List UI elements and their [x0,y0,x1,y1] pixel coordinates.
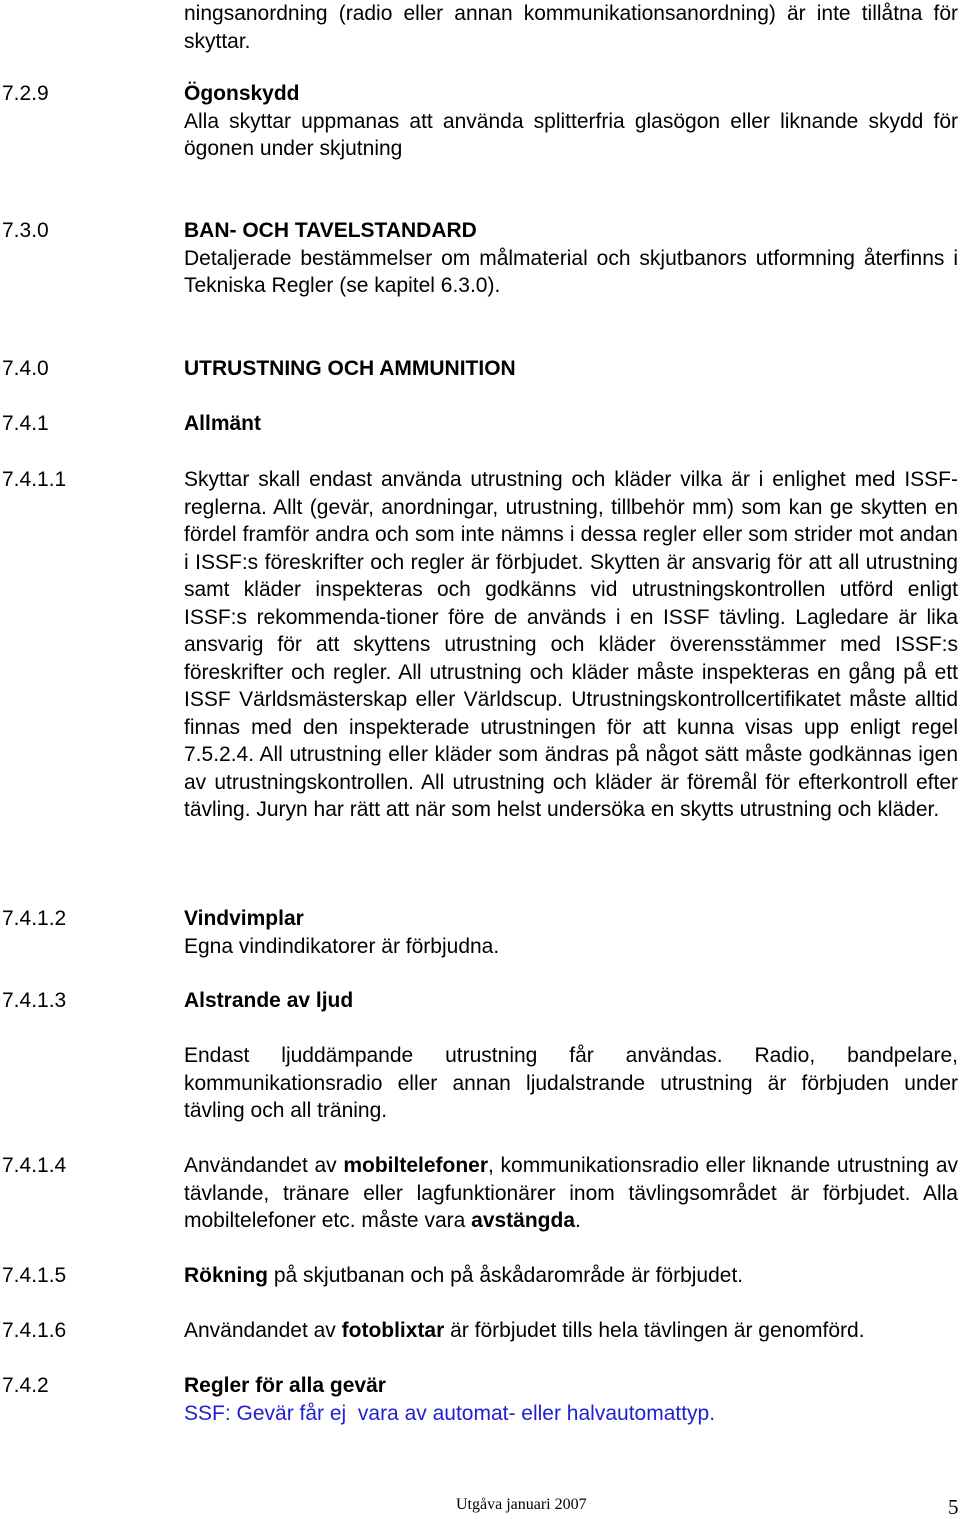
section-number-7-4-1-6: 7.4.1.6 [2,1319,67,1342]
emphasis-rokning: Rökning [184,1264,268,1287]
section-title: Vindvimplar [184,907,304,930]
section-7-3-0 [184,217,958,300]
section-title: BAN- OCH TAVELSTANDARD [184,219,477,242]
section-number-7-4-1-3: 7.4.1.3 [2,989,67,1012]
section-text: Endast ljuddämpande utrustning får användas. Radio, bandpelare, kommunikationsradio eller annan ljudalstrande utrustning är förbjuden under tävling och all träning. [184,1044,958,1122]
emphasis-avstangda: avstängda [471,1209,576,1232]
section-7-4-1-3-text [184,1042,958,1125]
section-number-7-4-1: 7.4.1 [2,412,49,435]
section-number-7-4-2: 7.4.2 [2,1374,49,1397]
section-text: Alla skyttar uppmanas att använda splitterfria glasögon eller liknande skydd för ögonen under skjutning [184,109,958,160]
section-number-7-3-0: 7.3.0 [2,219,49,242]
section-7-4-1-4 [184,1152,958,1235]
emphasis-mobiltelefoner: mobiltelefoner [343,1154,489,1177]
page-number: 5 [948,1495,959,1519]
text-part: , kommunikationsradio eller liknande utrustning av tävlande, tränare eller lagfunktionärer inom tävlingsområdet är förbjudet. Alla mobiltelefoner etc. måste vara [184,1154,958,1232]
intro-paragraph [184,0,958,55]
emphasis-fotoblixtar: fotoblixtar [341,1319,445,1342]
section-number-7-4-1-1: 7.4.1.1 [2,468,67,491]
intro-text: ningsanordning (radio eller annan kommunikationsanordning) är inte tillåtna för skyttar. [184,2,958,53]
text-part: Användandet av [184,1319,342,1342]
text-part: på skjutbanan och på åskådarområde är förbjudet. [268,1264,744,1287]
section-7-4-1-6 [184,1317,958,1345]
text-part: Användandet av [184,1154,344,1177]
text-part: är förbjudet tills hela tävlingen är genomförd. [444,1319,865,1342]
ssf-note: SSF: Gevär får ej vara av automat- eller halvautomattyp. [184,1401,716,1425]
section-title-7-4-1-3: Alstrande av ljud [184,989,354,1012]
section-title: Ögonskydd [184,82,300,105]
section-text: Skyttar skall endast använda utrustning och kläder vilka är i enlighet med ISSF-reglerna. Allt (gevär, anordningar, utrustning, tillbehör mm) som kan ge skytten en fördel framför andra och som inte nämns i dessa regler eller som strider mot andan i ISSF:s föreskrifter och regler är förbjudet. Skytten är ansvarig för att all utrustning samt kläder inspekteras och godkänns vid utrustningskontrollen utförd enligt ISSF:s rekommenda-tioner före de används i en ISSF tävling. Lagledare är lika ansvarig för att skyttens utrustning och kläder överensstämmer med ISSF:s föreskrifter och regler. All utrustning och kläder måste inspekteras en gång på ett ISSF Världsmästerskap eller Världscup. Utrustningskontrollcertifikatet måste alltid finnas med den inspekterade utrustningen för att kunna visas upp enligt regel 7.5.2.4. All utrustning eller kläder som ändras på något sätt måste godkännas igen av utrustningskontrollen. All utrustning och kläder är föremål för efterkontroll efter tävling. Juryn har rätt att när som helst undersöka en skytts utrustning och kläder. [184,468,958,821]
section-number-7-4-1-5: 7.4.1.5 [2,1264,67,1287]
section-text: Detaljerade bestämmelser om målmaterial och skjutbanors utformning återfinns i Tekniska Regler (se kapitel 6.3.0). [184,246,958,297]
section-text: Egna vindindikatorer är förbjudna. [184,934,500,958]
footer-edition: Utgåva januari 2007 [456,1496,587,1513]
section-7-4-1-2 [184,905,958,960]
section-title-7-4-0: UTRUSTNING OCH AMMUNITION [184,357,516,380]
section-7-4-1-1 [184,466,958,824]
text-part: . [575,1209,581,1232]
section-title-7-4-1: Allmänt [184,412,262,435]
section-7-2-9 [184,80,958,163]
section-title: Regler för alla gevär [184,1374,386,1397]
section-number-7-4-0: 7.4.0 [2,357,49,380]
section-number-7-2-9: 7.2.9 [2,82,49,105]
section-7-4-2 [184,1372,958,1427]
section-7-4-1-5 [184,1262,958,1290]
section-number-7-4-1-2: 7.4.1.2 [2,907,67,930]
section-number-7-4-1-4: 7.4.1.4 [2,1154,67,1177]
